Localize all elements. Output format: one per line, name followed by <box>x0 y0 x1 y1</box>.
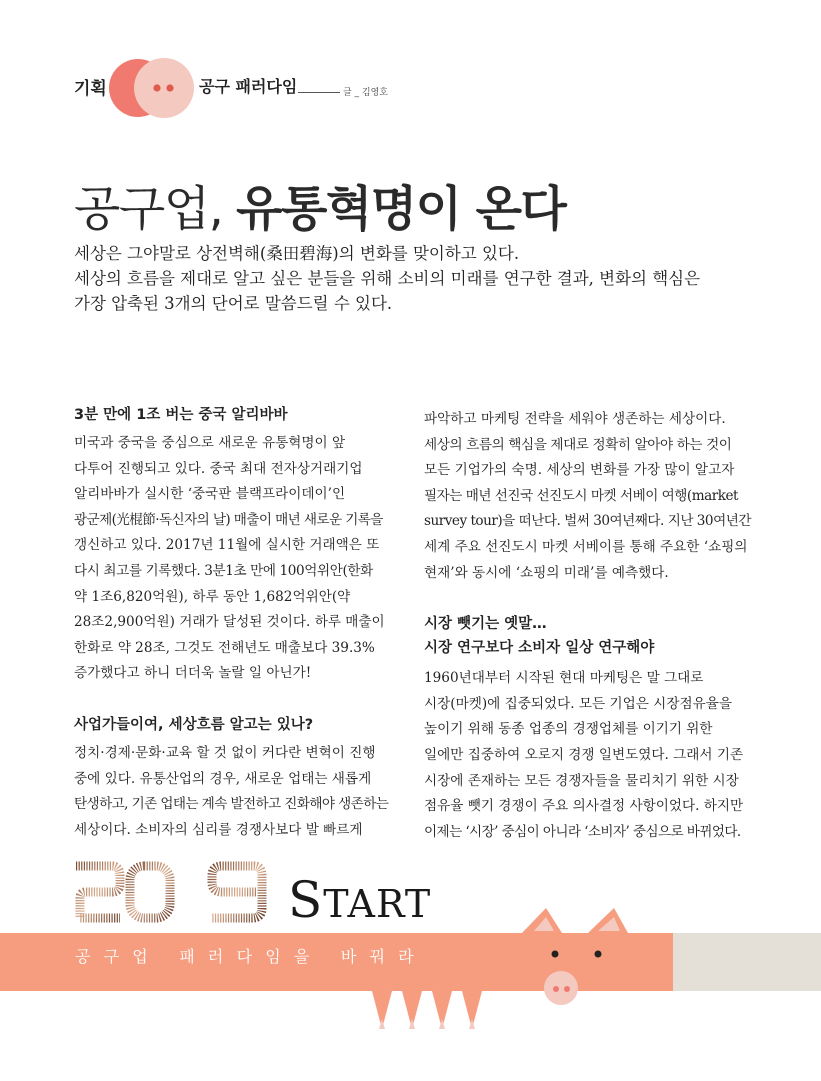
body-line: 갱신하고 있다. 2017년 11월에 실시한 거래액은 또 <box>74 537 380 554</box>
section-heading: 시장 뺏기는 옛말… <box>424 616 547 633</box>
series-title: 공구 패러다임 <box>199 77 298 96</box>
body-line: 시장에 존재하는 모든 경쟁자들을 물리치기 위한 시장 <box>424 772 739 789</box>
pig-icon <box>520 900 640 1050</box>
author-divider <box>298 92 340 93</box>
body-line: 정치·경제·문화·교육 할 것 없이 커다란 변혁이 진행 <box>74 744 376 761</box>
body-line: 28조2,900억원) 거래가 달성된 것이다. 하루 매출이 <box>74 614 385 631</box>
body-line: 광군제(光棍節·독신자의 날) 매출이 매년 새로운 기록을 <box>74 511 383 528</box>
body-line: 미국과 중국을 중심으로 새로운 유통혁명이 앞 <box>74 435 346 451</box>
body-line: 파악하고 마케팅 전략을 세워야 생존하는 세상이다. <box>424 411 726 427</box>
start-rest: TART <box>323 882 432 926</box>
zigzag-decoration <box>372 989 492 1034</box>
intro-line: 가장 압축된 3개의 단어로 말씀드릴 수 있다. <box>74 294 393 313</box>
body-line: 한화로 약 28조, 그것도 전해년도 매출보다 39.3% <box>74 639 375 656</box>
body-line: 1960년대부터 시작된 현대 마케팅은 말 그대로 <box>424 670 704 687</box>
body-line: survey tour)을 떠난다. 벌써 30여년째다. 지난 30여년간 <box>424 513 751 530</box>
year-2019-graphic <box>72 858 272 926</box>
section-heading: 3분 만에 1조 버는 중국 알리바바 <box>74 407 288 423</box>
body-line: 시장(마켓)에 집중되었다. 모든 기업은 시장점유율을 <box>424 695 732 712</box>
body-line: 약 1조6,820억원), 하루 동안 1,682억위안(약 <box>74 588 351 605</box>
start-heading <box>288 871 431 929</box>
body-line: 탄생하고, 기존 업태는 계속 발전하고 진화해야 생존하는 <box>74 796 389 813</box>
body-line: 알리바바가 실시한 ‘중국판 블랙프라이데이’인 <box>74 486 346 503</box>
body-line: 모든 기업가의 숙명. 세상의 변화를 가장 많이 알고자 <box>424 462 735 479</box>
body-line: 높이기 위해 동종 업종의 경쟁업체를 이기기 위한 <box>424 721 713 738</box>
body-line: 필자는 매년 선진국 선진도시 마켓 서베이 여행(market <box>424 487 738 504</box>
body-line: 세계 주요 선진도시 마켓 서베이를 통해 주요한 ‘쇼핑의 <box>424 538 748 555</box>
body-line: 세상의 흐름의 핵심을 제대로 정확히 알아야 하는 것이 <box>424 436 732 453</box>
beige-banner <box>673 933 821 991</box>
body-line: 다시 최고를 기록했다. 3분1초 만에 100억위안(한화 <box>74 562 373 579</box>
intro-line: 세상은 그야말로 상전벽해(桑田碧海)의 변화를 맞이하고 있다. <box>74 244 520 263</box>
author-credit: 글 _ 김영호 <box>343 88 388 98</box>
section-heading: 시장 연구보다 소비자 일상 연구해야 <box>424 640 655 657</box>
body-line: 현재’와 동시에 ‘쇼핑의 미래’를 예측했다. <box>424 564 669 581</box>
intro-paragraph <box>74 241 714 316</box>
body-line: 이제는 ‘시장’ 중심이 아니라 ‘소비자’ 중심으로 바뀌었다. <box>424 823 741 840</box>
body-line: 다투어 진행되고 있다. 중국 최대 전자상거래기업 <box>74 460 363 477</box>
banner-slogan: 공구업 패러다임을 바꿔라 <box>75 947 427 966</box>
intro-line: 세상의 흐름을 제대로 알고 싶은 분들을 위해 소비의 미래를 연구한 결과, 변화의 핵심은 <box>74 269 701 288</box>
title-bold: 유통혁명이 온다 <box>236 181 566 237</box>
body-line: 세상이다. 소비자의 심리를 경쟁사보다 발 빠르게 <box>74 821 363 838</box>
page-title <box>74 170 565 239</box>
logo-circles-icon <box>108 58 198 118</box>
body-line: 점유율 뺏기 경쟁이 주요 의사결정 사항이었다. 하지만 <box>424 798 744 815</box>
section-label: 기획 <box>74 79 107 99</box>
body-line: 중에 있다. 유통산업의 경우, 새로운 업태는 새롭게 <box>74 770 372 787</box>
title-light: 공구업, <box>74 181 237 237</box>
body-line: 증가했다고 하니 더더욱 놀랄 일 아닌가! <box>74 665 312 682</box>
right-column <box>424 403 764 845</box>
section-heading: 사업가들이여, 세상흐름 알고는 있나? <box>74 716 314 733</box>
start-initial: S <box>288 871 324 929</box>
body-line: 일에만 집중하여 오로지 경쟁 일변도였다. 그래서 기존 <box>424 746 744 763</box>
left-column <box>74 403 424 843</box>
